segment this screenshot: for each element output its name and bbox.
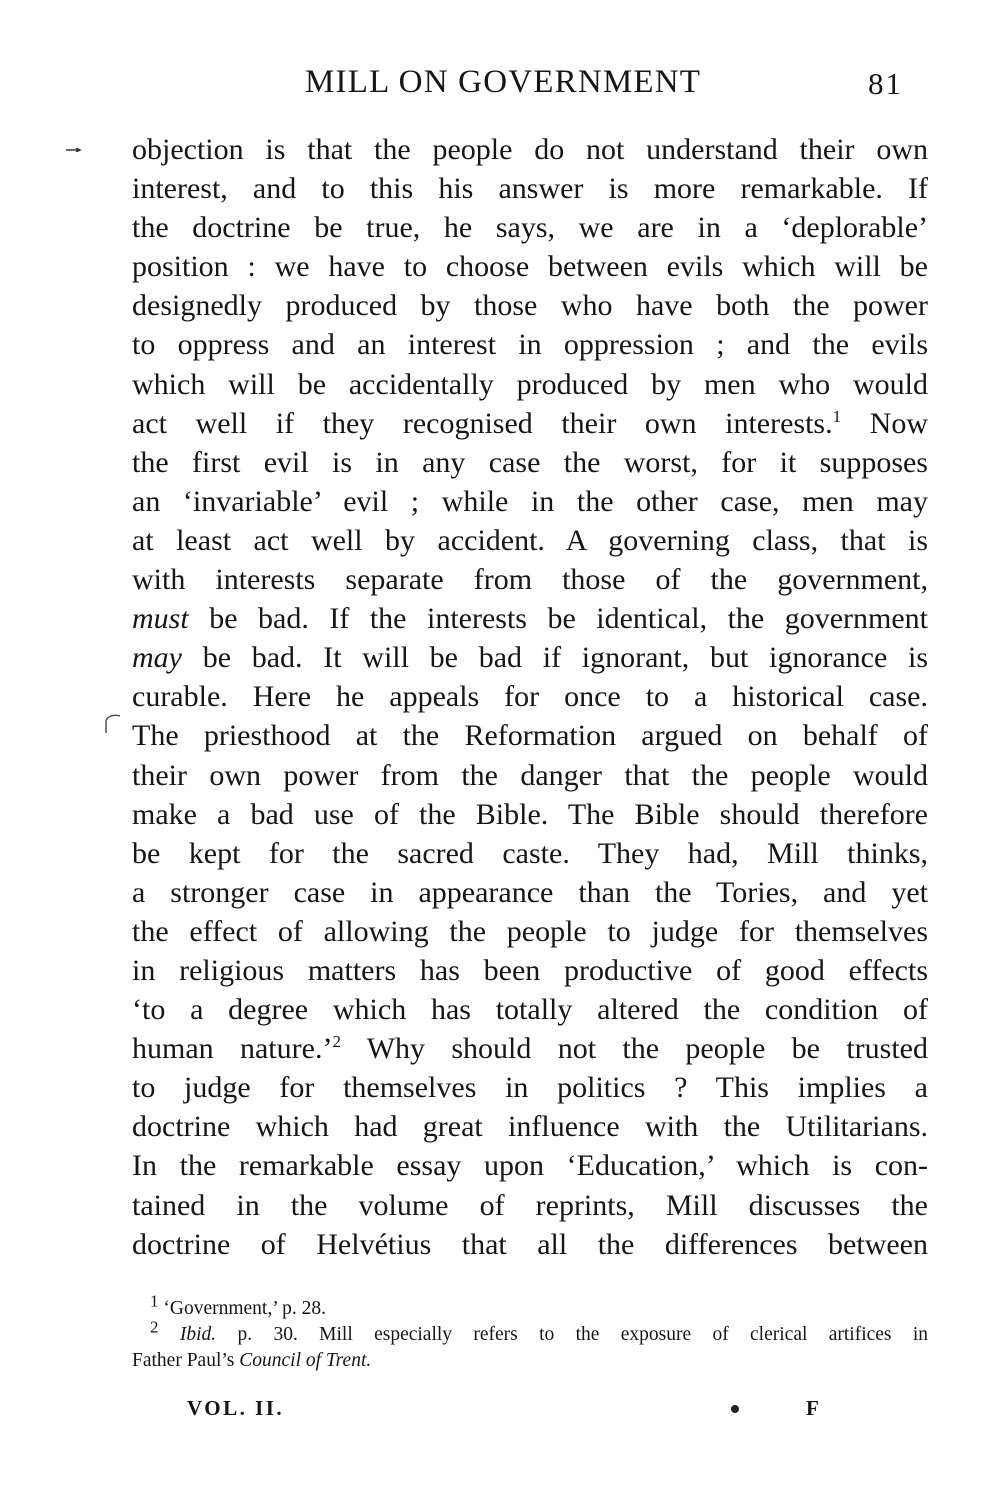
body-text bbox=[132, 130, 928, 1264]
text-line: The priesthood at the Reformation argued on behalf of bbox=[132, 719, 928, 753]
text-line: the first evil is in any case the worst, for it supposes bbox=[132, 445, 928, 479]
text-line: make a bad use of the Bible. The Bible should therefore bbox=[132, 797, 928, 831]
text-line: their own power from the danger that the people would bbox=[132, 758, 928, 792]
footnote-1 bbox=[132, 1291, 928, 1322]
footnote-reference: 2 bbox=[332, 1032, 341, 1052]
text-segment: Now bbox=[869, 406, 928, 440]
footnotes bbox=[132, 1291, 929, 1374]
text-line bbox=[132, 599, 928, 638]
footnote-marker: 2 bbox=[150, 1317, 159, 1337]
text-line bbox=[132, 404, 928, 443]
ink-dot bbox=[730, 1404, 740, 1414]
text-line: a stronger case in appearance than the Tories, and yet bbox=[132, 875, 928, 909]
page-number: 81 bbox=[868, 66, 903, 101]
text-line: doctrine which had great influence with the Utilitarians. bbox=[132, 1110, 928, 1144]
text-line: curable. Here he appeals for once to a historical case. bbox=[132, 680, 928, 714]
footnote-text: p. 30. Mill especially refers to the exposure of clerical artifices in bbox=[237, 1324, 929, 1345]
text-line: at least act well by accident. A governing class, that is bbox=[132, 523, 928, 557]
footnote-reference: 1 bbox=[832, 406, 842, 426]
text-line: ‘to a degree which has totally altered the condition of bbox=[132, 993, 928, 1027]
text-segment: be bad. It will be bad if ignorant, but ignorance is bbox=[202, 641, 928, 675]
footnote-2 bbox=[132, 1317, 929, 1348]
italic-word: must bbox=[132, 602, 189, 636]
text-line: In the remarkable essay upon ‘Education,’ which is con- bbox=[132, 1149, 928, 1183]
text-segment: be bad. If the interests be identical, the government bbox=[209, 602, 929, 636]
text-segment: human nature.’ bbox=[132, 1032, 333, 1066]
footnote-book-title: Council of Trent. bbox=[239, 1350, 372, 1371]
footnote-2-continued bbox=[132, 1348, 928, 1374]
running-title: MILL ON GOVERNMENT bbox=[305, 64, 702, 100]
text-line: objection is that the people do not understand their own bbox=[132, 133, 928, 166]
volume-signature: VOL. II. bbox=[187, 1396, 285, 1420]
footnote-marker: 1 bbox=[150, 1291, 159, 1311]
text-line: the doctrine be true, he says, we are in a ‘deplorable’ bbox=[132, 211, 928, 245]
text-line: in religious matters has been productive of good effects bbox=[132, 953, 928, 987]
text-line: the effect of allowing the people to judge for themselves bbox=[132, 914, 928, 948]
text-line: be kept for the sacred caste. They had, Mill thinks, bbox=[132, 836, 928, 870]
text-line: designedly produced by those who have both the power bbox=[132, 289, 928, 323]
footnote-ibid: Ibid. bbox=[179, 1324, 217, 1345]
text-line: doctrine of Helvétius that all the differences between bbox=[132, 1227, 928, 1261]
text-line bbox=[132, 638, 928, 677]
text-line bbox=[132, 1029, 928, 1068]
text-line: to judge for themselves in politics ? This implies a bbox=[132, 1071, 928, 1105]
text-segment: act well if they recognised their own interests. bbox=[132, 406, 833, 440]
signature-letter: F bbox=[806, 1396, 819, 1420]
text-segment: Why should not the people be trusted bbox=[366, 1032, 928, 1066]
footnote-text: Father Paul’s bbox=[132, 1350, 235, 1371]
text-line: interest, and to this his answer is more remarkable. If bbox=[132, 172, 928, 206]
text-line: an ‘invariable’ evil ; while in the other case, men may bbox=[132, 484, 928, 518]
margin-bracket-mark bbox=[102, 713, 122, 735]
text-line: which will be accidentally produced by men who would bbox=[132, 367, 928, 401]
text-line: position : we have to choose between evils which will be bbox=[132, 250, 928, 284]
italic-word: may bbox=[132, 641, 182, 675]
margin-pencil-mark bbox=[66, 148, 82, 152]
text-line: with interests separate from those of the government, bbox=[132, 563, 928, 597]
text-line: to oppress and an interest in oppression ; and the evils bbox=[132, 328, 928, 362]
text-line: tained in the volume of reprints, Mill discusses the bbox=[132, 1188, 928, 1222]
footnote-text: ‘Government,’ p. 28. bbox=[163, 1298, 327, 1319]
